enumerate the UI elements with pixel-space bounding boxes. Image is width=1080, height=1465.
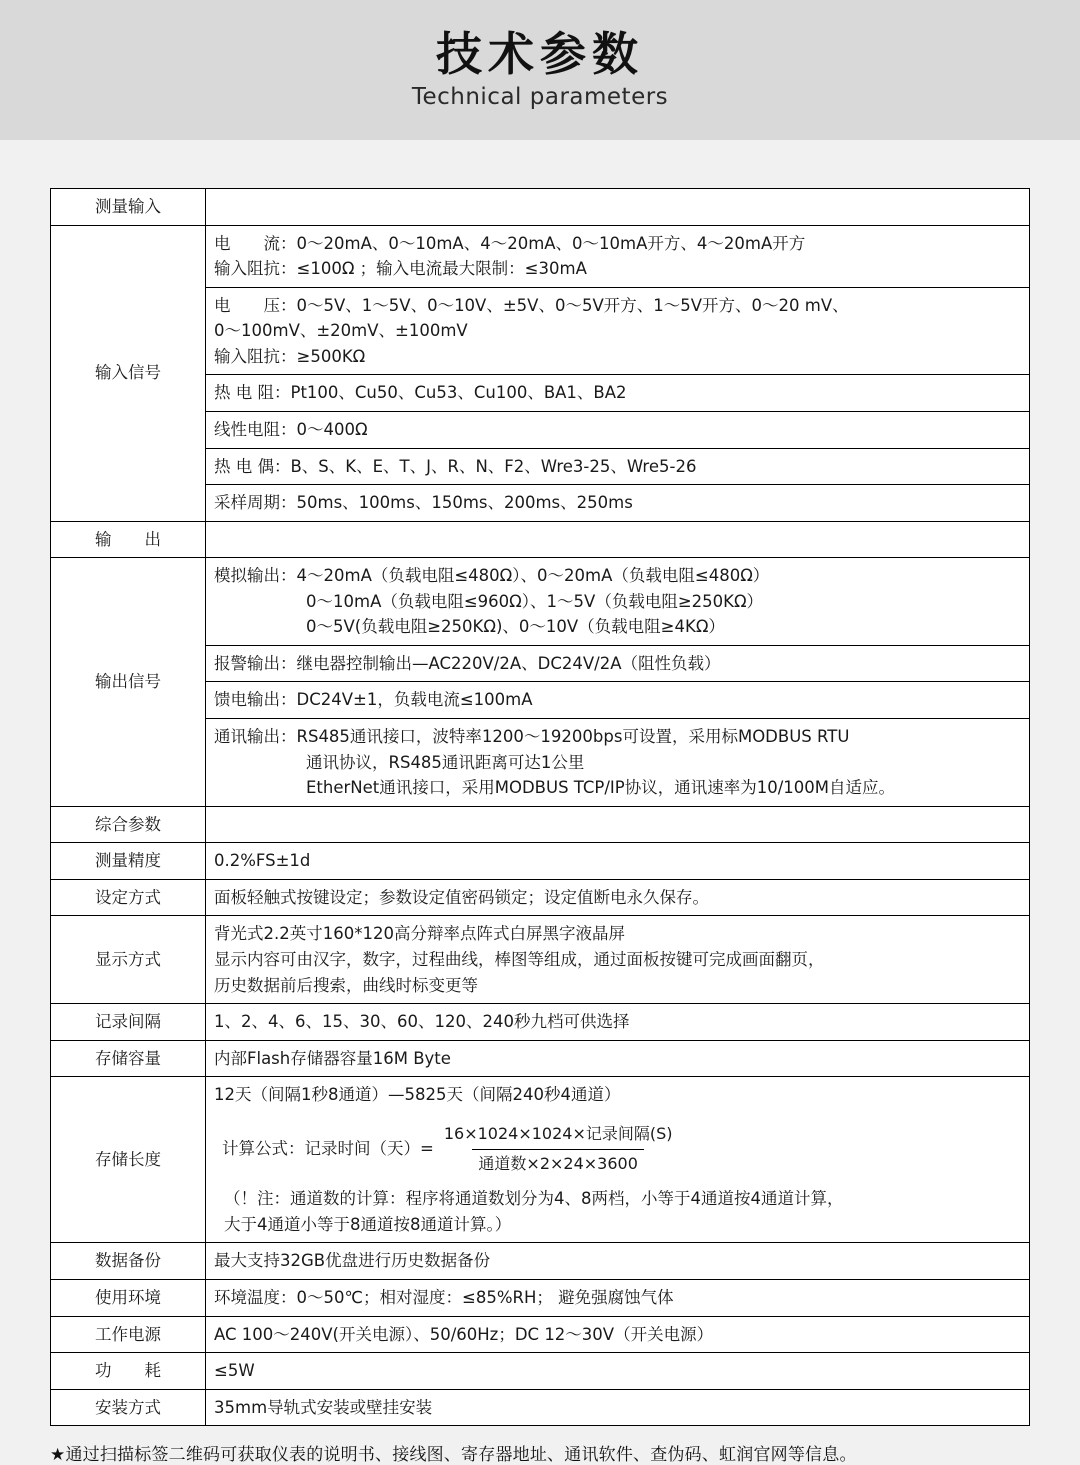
spec-label: 功 耗 (51, 1353, 206, 1390)
table-row (51, 806, 1030, 843)
page-header (0, 0, 1080, 140)
table-row (51, 1004, 1030, 1041)
table-row (51, 225, 1030, 287)
spec-line: 0～5V(负载电阻≥250KΩ)、0～10V（负载电阻≥4KΩ） (306, 617, 725, 637)
table-row (51, 1316, 1030, 1353)
spec-value (206, 411, 1030, 448)
spec-line: 采样周期：50ms、100ms、150ms、200ms、250ms (214, 493, 633, 513)
spec-label: 设定方式 (51, 879, 206, 916)
page-title-en: Technical parameters (411, 84, 669, 111)
storage-note-line: （！注：通道数的计算：程序将通道数划分为4、8两档，小等于4通道按4通道计算， (224, 1189, 844, 1209)
spec-value (206, 916, 1030, 1004)
table-row (51, 916, 1030, 1004)
spec-label: 测量输入 (51, 189, 206, 226)
spec-value (206, 879, 1030, 916)
table-row (51, 521, 1030, 558)
spec-line: 显示内容可由汉字，数字，过程曲线，棒图等组成，通过面板按键可完成画面翻页， (214, 949, 825, 969)
spec-line: 输入阻抗：≤100Ω ；输入电流最大限制：≤30mA (214, 259, 587, 279)
spec-value (206, 682, 1030, 719)
spec-line: 0.2%FS±1d (214, 851, 311, 871)
spec-label: 数据备份 (51, 1243, 206, 1280)
spec-line: 电 压：0～5V、1～5V、0～10V、±5V、0～5V开方、1～5V开方、0～20 mV、 (214, 295, 849, 315)
spec-line: 馈电输出：DC24V±1，负载电流≤100mA (214, 690, 533, 710)
spec-label: 输出信号 (51, 558, 206, 807)
spec-value (206, 1077, 1030, 1243)
spec-label: 安装方式 (51, 1389, 206, 1426)
table-row (51, 189, 1030, 226)
spec-line: 电 流：0～20mA、0～10mA、4～20mA、0～10mA开方、4～20mA开方 (214, 233, 806, 253)
spec-value (206, 448, 1030, 485)
table-row (51, 1243, 1030, 1280)
spec-value (206, 1004, 1030, 1041)
spec-line: 35mm导轨式安装或壁挂安装 (214, 1397, 433, 1417)
table-row (51, 1077, 1030, 1243)
table-row (51, 558, 1030, 646)
spec-label: 测量精度 (51, 843, 206, 880)
spec-line: AC 100～240V(开关电源）、50/60Hz；DC 12～30V（开关电源） (214, 1324, 714, 1344)
spec-line: 12天（间隔1秒8通道）—5825天（间隔240秒4通道） (214, 1085, 621, 1105)
spec-line: 1、2、4、6、15、30、60、120、240秒九档可供选择 (214, 1012, 630, 1032)
spec-label: 存储长度 (51, 1077, 206, 1243)
spec-line: 通讯输出：RS485通讯接口，波特率1200～19200bps可设置，采用标MODBUS RTU (214, 727, 850, 746)
table-row (51, 879, 1030, 916)
spec-label: 使用环境 (51, 1280, 206, 1317)
spec-value (206, 287, 1030, 375)
spec-value (206, 1243, 1030, 1280)
spec-line: 模拟输出：4～20mA（负载电阻≤480Ω）、0～20mA（负载电阻≤480Ω） (214, 566, 770, 586)
spec-value (206, 1389, 1030, 1426)
spec-line: 输入阻抗：≥500KΩ (214, 346, 366, 366)
spec-line: 热 电 偶：B、S、K、E、T、J、R、N、F2、Wre3-25、Wre5-26 (214, 456, 697, 476)
spec-line: 面板轻触式按键设定；参数设定值密码锁定；设定值断电永久保存。 (214, 887, 709, 907)
spec-line: 0～10mA（负载电阻≤960Ω）、1～5V（负载电阻≥250KΩ） (306, 591, 764, 611)
spec-label: 存储容量 (51, 1040, 206, 1077)
table-row (51, 1280, 1030, 1317)
footer-note-text: ★通过扫描标签二维码可获取仪表的说明书、接线图、寄存器地址、通讯软件、查伪码、虹润官网等信息。 (50, 1445, 857, 1465)
spec-label: 输 出 (51, 521, 206, 558)
spec-label: 输入信号 (51, 225, 206, 521)
spec-label: 显示方式 (51, 916, 206, 1004)
spec-line: 环境温度：0～50℃；相对湿度：≤85%RH； 避免强腐蚀气体 (214, 1288, 674, 1308)
spec-value (206, 225, 1030, 287)
spec-label: 工作电源 (51, 1316, 206, 1353)
formula-denominator: 通道数×2×24×3600 (472, 1149, 643, 1177)
spec-label: 记录间隔 (51, 1004, 206, 1041)
spec-line: 通讯协议，RS485通讯距离可达1公里 (306, 752, 585, 772)
spec-value (206, 189, 1030, 226)
spec-value (206, 521, 1030, 558)
spec-value (206, 558, 1030, 646)
spec-value (206, 645, 1030, 682)
table-row (51, 1040, 1030, 1077)
storage-formula (214, 1122, 1021, 1177)
spec-line: 热 电 阻：Pt100、Cu50、Cu53、Cu100、BA1、BA2 (214, 383, 627, 403)
spec-line: 报警输出：继电器控制输出—AC220V/2A、DC24V/2A（阻性负载） (214, 653, 721, 673)
spec-line: 0～100mV、±20mV、±100mV (214, 321, 468, 341)
spec-value (206, 806, 1030, 843)
spec-line: 线性电阻：0～400Ω (214, 419, 368, 439)
spec-value (206, 1316, 1030, 1353)
spec-value (206, 843, 1030, 880)
spec-line: 背光式2.2英寸160*120高分辩率点阵式白屏黑字液晶屏 (214, 924, 625, 944)
spec-value (206, 485, 1030, 522)
spec-line: EtherNet通讯接口，采用MODBUS TCP/IP协议，通讯速率为10/100M自适应。 (306, 778, 896, 798)
spec-sheet (0, 140, 1080, 1426)
spec-table (50, 188, 1030, 1426)
spec-line: 历史数据前后搜索，曲线时标变更等 (214, 975, 478, 995)
table-row (51, 1389, 1030, 1426)
storage-note-line: 大于4通道小等于8通道按8通道计算。） (224, 1214, 512, 1234)
spec-line: 内部Flash存储器容量16M Byte (214, 1048, 451, 1068)
formula-prefix: 计算公式：记录时间（天）= (222, 1139, 434, 1159)
spec-value (206, 719, 1030, 807)
table-row (51, 1353, 1030, 1390)
spec-line: 最大支持32GB优盘进行历史数据备份 (214, 1251, 491, 1271)
table-row (51, 843, 1030, 880)
formula-fraction (438, 1122, 679, 1177)
spec-value (206, 1353, 1030, 1390)
spec-value (206, 375, 1030, 412)
footer-note (0, 1426, 1080, 1465)
spec-label: 综合参数 (51, 806, 206, 843)
spec-table-body (51, 189, 1030, 1426)
page-title-cn: 技术参数 (436, 26, 644, 81)
formula-numerator: 16×1024×1024×记录间隔(S) (443, 1123, 673, 1143)
spec-value (206, 1040, 1030, 1077)
spec-value (206, 1280, 1030, 1317)
spec-line: ≤5W (214, 1361, 255, 1381)
